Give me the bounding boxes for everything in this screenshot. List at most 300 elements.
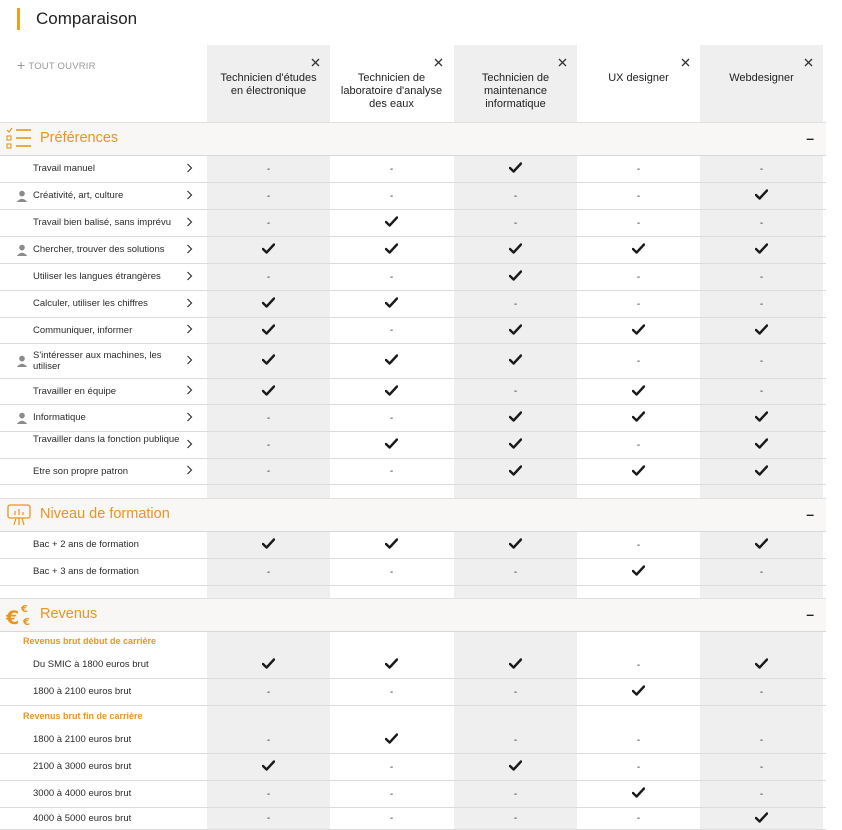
empty-cell — [330, 459, 453, 484]
dash-text: - — [513, 734, 518, 746]
empty-cell — [207, 405, 330, 431]
checkmark-icon — [632, 565, 645, 579]
empty-cell — [207, 156, 330, 182]
checkmark-icon — [509, 760, 522, 774]
checkmark-icon — [262, 354, 275, 368]
dash-text: - — [266, 439, 271, 451]
chevron-right-icon — [186, 165, 193, 176]
checkmark-icon — [262, 297, 275, 311]
empty-cell — [207, 727, 330, 753]
check-cell — [577, 318, 700, 343]
row-label: Chercher, trouver des solutions — [33, 244, 165, 255]
expand-row-button[interactable] — [186, 465, 193, 478]
empty-cell — [330, 318, 453, 343]
chevron-right-icon — [186, 273, 193, 284]
dash-text: - — [513, 217, 518, 229]
dash-text: - — [389, 813, 394, 824]
check-cell — [577, 679, 700, 705]
empty-cell — [577, 344, 700, 378]
plus-icon: + — [17, 57, 26, 73]
dash-text: - — [513, 190, 518, 202]
chevron-right-icon — [186, 357, 193, 368]
check-cell — [700, 237, 823, 263]
row-label: Travailler en équipe — [33, 385, 117, 397]
checkmark-icon — [385, 385, 398, 399]
table-row[interactable] — [0, 432, 826, 459]
empty-cell — [700, 291, 823, 317]
expand-row-button[interactable] — [186, 298, 193, 311]
dash-text: - — [636, 539, 641, 551]
expand-row-button[interactable] — [186, 190, 193, 203]
table-row[interactable] — [0, 405, 826, 432]
empty-cell — [207, 781, 330, 807]
row-label: Bac + 2 ans de formation — [33, 539, 139, 550]
checkmark-icon — [755, 658, 768, 672]
checkmark-icon — [262, 760, 275, 774]
dash-text: - — [389, 788, 394, 800]
check-cell — [330, 291, 453, 317]
expand-row-button[interactable] — [186, 355, 193, 368]
table-row[interactable] — [0, 379, 826, 405]
dash-text: - — [759, 761, 764, 773]
section-title: Revenus — [40, 606, 98, 622]
close-icon — [311, 55, 320, 70]
dash-text: - — [759, 386, 764, 397]
empty-cell — [577, 754, 700, 780]
dash-text: - — [266, 566, 271, 578]
check-cell — [454, 459, 577, 484]
empty-cell — [700, 379, 823, 404]
empty-cell — [454, 727, 577, 753]
dash-text: - — [636, 761, 641, 773]
check-cell — [454, 344, 577, 378]
section-title: Préférences — [40, 130, 119, 146]
check-cell — [330, 344, 453, 378]
close-icon — [558, 55, 567, 70]
table-row[interactable] — [0, 781, 826, 808]
expand-row-button[interactable] — [186, 217, 193, 230]
check-cell — [454, 532, 577, 558]
checkmark-icon — [755, 243, 768, 257]
empty-cell — [330, 754, 453, 780]
dash-text: - — [759, 271, 764, 283]
dash-text: - — [636, 298, 641, 310]
checkmark-icon — [385, 733, 398, 747]
chevron-right-icon — [186, 414, 193, 425]
dash-text: - — [389, 325, 394, 336]
dash-text: - — [636, 439, 641, 451]
column-title: Technicien de laboratoire d'analyse des eaux — [340, 72, 443, 110]
dash-text: - — [266, 163, 271, 175]
title-accent-bar — [17, 8, 20, 30]
dash-text: - — [636, 355, 641, 367]
check-cell — [454, 156, 577, 182]
table-row[interactable] — [0, 291, 826, 318]
checkmark-icon — [755, 538, 768, 552]
chevron-right-icon — [186, 441, 193, 452]
check-cell — [577, 237, 700, 263]
table-row[interactable] — [0, 808, 826, 830]
empty-cell — [454, 808, 577, 829]
check-cell — [207, 344, 330, 378]
chevron-right-icon — [186, 467, 193, 478]
subsection-title: Revenus brut fin de carrière — [23, 711, 143, 721]
empty-cell — [577, 156, 700, 182]
check-cell — [577, 559, 700, 585]
dash-text: - — [759, 217, 764, 229]
svg-text:€: € — [23, 617, 30, 627]
check-cell — [700, 183, 823, 209]
check-cell — [330, 237, 453, 263]
empty-cell — [454, 210, 577, 236]
checkmark-icon — [509, 538, 522, 552]
empty-cell — [577, 652, 700, 678]
dash-text: - — [759, 163, 764, 175]
checkmark-icon — [509, 465, 522, 479]
checkmark-icon — [755, 812, 768, 826]
dash-text: - — [266, 217, 271, 229]
close-icon — [681, 55, 690, 70]
open-all-button[interactable] — [17, 57, 96, 73]
dash-text: - — [266, 813, 271, 824]
empty-cell — [700, 559, 823, 585]
check-cell — [207, 754, 330, 780]
empty-cell — [700, 210, 823, 236]
dash-text: - — [389, 686, 394, 698]
section-header[interactable] — [0, 498, 826, 532]
section-title: Niveau de formation — [40, 506, 170, 522]
dash-text: - — [266, 466, 271, 477]
checkmark-icon — [509, 243, 522, 257]
page-title: Comparaison — [36, 9, 138, 28]
table-row[interactable] — [0, 344, 826, 379]
empty-cell — [454, 183, 577, 209]
checkmark-icon — [755, 438, 768, 452]
checkmark-icon — [509, 354, 522, 368]
column-header — [700, 45, 823, 123]
empty-cell — [700, 754, 823, 780]
close-icon — [804, 55, 813, 70]
check-cell — [454, 754, 577, 780]
column-title: UX designer — [608, 72, 669, 84]
dash-text: - — [389, 566, 394, 578]
checkmark-icon — [385, 538, 398, 552]
checkmark-icon — [632, 787, 645, 801]
dash-text: - — [513, 386, 518, 397]
checkmark-icon — [632, 385, 645, 399]
empty-cell — [700, 264, 823, 290]
check-cell — [700, 318, 823, 343]
empty-cell — [330, 781, 453, 807]
expand-row-button[interactable] — [186, 324, 193, 337]
checkmark-icon — [509, 438, 522, 452]
checkmark-icon — [385, 297, 398, 311]
dash-text: - — [266, 271, 271, 283]
checkmark-icon — [509, 324, 522, 338]
empty-cell — [330, 183, 453, 209]
empty-cell — [207, 808, 330, 829]
checkmark-icon — [385, 354, 398, 368]
dash-text: - — [266, 788, 271, 800]
collapse-section-button[interactable]: – — [806, 606, 814, 622]
open-all-label: TOUT OUVRIR — [28, 61, 96, 72]
row-label: 2100 à 3000 euros brut — [33, 761, 132, 772]
subsection-title: Revenus brut début de carrière — [23, 636, 157, 646]
checkmark-icon — [385, 243, 398, 257]
row-label: 4000 à 5000 euros brut — [33, 812, 132, 824]
remove-column-button[interactable] — [434, 56, 443, 69]
empty-cell — [700, 156, 823, 182]
column-header — [330, 45, 453, 123]
table-row[interactable] — [0, 210, 826, 237]
checkmark-icon — [632, 465, 645, 479]
chevron-right-icon — [186, 246, 193, 257]
row-label: Travailler dans la fonction publique — [33, 433, 180, 445]
page-header — [17, 8, 137, 30]
check-cell — [577, 379, 700, 404]
dash-text: - — [759, 734, 764, 746]
dash-text: - — [636, 190, 641, 202]
empty-cell — [454, 379, 577, 404]
check-cell — [454, 432, 577, 458]
empty-cell — [454, 679, 577, 705]
table-row[interactable] — [0, 532, 826, 559]
check-cell — [454, 652, 577, 678]
empty-cell — [207, 432, 330, 458]
table-row[interactable] — [0, 264, 826, 291]
checkmark-icon — [385, 438, 398, 452]
dash-text: - — [636, 734, 641, 746]
euro-coins-icon — [6, 603, 32, 627]
empty-cell — [330, 679, 453, 705]
checkmark-icon — [632, 324, 645, 338]
row-label: Créativité, art, culture — [33, 190, 124, 201]
dash-text: - — [513, 813, 518, 824]
check-cell — [700, 532, 823, 558]
checkmark-icon — [632, 411, 645, 425]
dash-text: - — [389, 271, 394, 283]
check-cell — [330, 379, 453, 404]
empty-cell — [577, 291, 700, 317]
expand-row-button[interactable] — [186, 244, 193, 257]
dash-text: - — [513, 686, 518, 698]
dash-text: - — [759, 355, 764, 367]
row-label: 1800 à 2100 euros brut — [33, 686, 132, 697]
empty-cell — [207, 183, 330, 209]
table-row[interactable] — [0, 237, 826, 264]
column-header — [454, 45, 577, 123]
empty-cell — [454, 559, 577, 585]
checkmark-icon — [509, 411, 522, 425]
expand-row-button[interactable] — [186, 439, 193, 452]
checkmark-icon — [509, 270, 522, 284]
user-icon — [16, 354, 28, 366]
empty-cell — [454, 781, 577, 807]
dash-text: - — [759, 686, 764, 698]
row-label: Travail manuel — [33, 163, 95, 174]
checkmark-icon — [755, 465, 768, 479]
checkmark-icon — [262, 324, 275, 338]
user-icon — [16, 411, 28, 423]
row-label: S'intéresser aux machines, les utiliser — [33, 349, 162, 372]
remove-column-button[interactable] — [804, 56, 813, 69]
table-row[interactable] — [0, 679, 826, 706]
row-label: Travail bien balisé, sans imprévu — [33, 217, 171, 228]
checkmark-icon — [262, 538, 275, 552]
empty-cell — [577, 532, 700, 558]
row-label: Communiquer, informer — [33, 324, 133, 336]
column-title: Technicien d'études en électronique — [220, 72, 317, 97]
chevron-right-icon — [186, 219, 193, 230]
column-title: Webdesigner — [729, 72, 794, 84]
collapse-section-button[interactable]: – — [806, 506, 814, 522]
check-cell — [207, 379, 330, 404]
chevron-right-icon — [186, 326, 193, 337]
check-cell — [700, 405, 823, 431]
row-label: Du SMIC à 1800 euros brut — [33, 659, 149, 670]
remove-column-button[interactable] — [558, 56, 567, 69]
dash-text: - — [389, 761, 394, 773]
expand-row-button[interactable] — [186, 385, 193, 398]
row-label: Informatique — [33, 412, 86, 423]
table-row[interactable] — [0, 727, 826, 754]
row-label: 1800 à 2100 euros brut — [33, 734, 132, 745]
check-cell — [577, 459, 700, 484]
remove-column-button[interactable] — [681, 56, 690, 69]
remove-column-button[interactable] — [311, 56, 320, 69]
table-row[interactable] — [0, 652, 826, 679]
expand-row-button[interactable] — [186, 163, 193, 176]
empty-cell — [700, 727, 823, 753]
svg-text:€: € — [6, 607, 20, 627]
checkmark-icon — [509, 162, 522, 176]
user-icon — [16, 189, 28, 201]
expand-row-button[interactable] — [186, 412, 193, 425]
checkmark-icon — [385, 658, 398, 672]
dash-text: - — [759, 566, 764, 578]
check-cell — [330, 210, 453, 236]
empty-cell — [207, 679, 330, 705]
collapse-section-button[interactable]: – — [806, 130, 814, 146]
check-cell — [454, 264, 577, 290]
check-cell — [577, 405, 700, 431]
column-header — [577, 45, 700, 123]
empty-cell — [207, 210, 330, 236]
dash-text: - — [266, 734, 271, 746]
empty-cell — [577, 808, 700, 829]
check-cell — [330, 432, 453, 458]
checkmark-icon — [509, 658, 522, 672]
dash-text: - — [513, 788, 518, 800]
checkmark-icon — [755, 411, 768, 425]
checkmark-icon — [632, 685, 645, 699]
empty-cell — [330, 559, 453, 585]
check-cell — [700, 432, 823, 458]
empty-cell — [454, 291, 577, 317]
user-icon — [16, 243, 28, 255]
chevron-right-icon — [186, 192, 193, 203]
dash-text: - — [389, 163, 394, 175]
dash-text: - — [759, 788, 764, 800]
check-cell — [207, 652, 330, 678]
empty-cell — [700, 781, 823, 807]
column-header — [207, 45, 330, 123]
empty-cell — [330, 808, 453, 829]
empty-cell — [330, 156, 453, 182]
empty-cell — [577, 264, 700, 290]
empty-cell — [330, 405, 453, 431]
checkmark-icon — [755, 324, 768, 338]
check-cell — [700, 808, 823, 829]
dash-text: - — [266, 412, 271, 424]
check-cell — [330, 532, 453, 558]
table-row[interactable] — [0, 754, 826, 781]
checkmark-icon — [262, 385, 275, 399]
check-cell — [700, 652, 823, 678]
dash-text: - — [266, 686, 271, 698]
row-label: 3000 à 4000 euros brut — [33, 788, 132, 799]
dash-text: - — [759, 298, 764, 310]
close-icon — [434, 55, 443, 70]
dash-text: - — [636, 217, 641, 229]
dash-text: - — [513, 566, 518, 578]
check-cell — [454, 405, 577, 431]
checkmark-icon — [385, 216, 398, 230]
empty-cell — [577, 432, 700, 458]
empty-cell — [207, 264, 330, 290]
checkmark-icon — [755, 189, 768, 203]
dash-text: - — [636, 813, 641, 824]
checkmark-icon — [632, 243, 645, 257]
check-cell — [454, 237, 577, 263]
check-cell — [577, 781, 700, 807]
check-cell — [207, 291, 330, 317]
table-row[interactable] — [0, 318, 826, 344]
empty-cell — [207, 559, 330, 585]
dash-text: - — [636, 659, 641, 671]
dash-text: - — [513, 298, 518, 310]
row-label: Calculer, utiliser les chiffres — [33, 298, 148, 309]
chevron-right-icon — [186, 300, 193, 311]
checkmark-icon — [262, 243, 275, 257]
dash-text: - — [389, 190, 394, 202]
check-cell — [454, 318, 577, 343]
column-title: Technicien de maintenance informatique — [481, 72, 550, 110]
empty-cell — [577, 727, 700, 753]
list-checks-icon — [6, 127, 32, 151]
row-label: Etre son propre patron — [33, 465, 129, 477]
chevron-right-icon — [186, 387, 193, 398]
table-row[interactable] — [0, 459, 826, 485]
table-row[interactable] — [0, 183, 826, 210]
checkmark-icon — [262, 658, 275, 672]
check-cell — [700, 459, 823, 484]
row-label: Bac + 3 ans de formation — [33, 566, 139, 577]
table-row[interactable] — [0, 559, 826, 586]
section-header[interactable] — [0, 598, 826, 632]
expand-row-button[interactable] — [186, 271, 193, 284]
empty-cell — [577, 183, 700, 209]
dash-text: - — [266, 190, 271, 202]
check-cell — [207, 318, 330, 343]
section-header[interactable] — [0, 122, 826, 156]
empty-cell — [577, 210, 700, 236]
check-cell — [330, 727, 453, 753]
dash-text: - — [389, 412, 394, 424]
check-cell — [330, 652, 453, 678]
empty-cell — [207, 459, 330, 484]
table-row[interactable] — [0, 156, 826, 183]
